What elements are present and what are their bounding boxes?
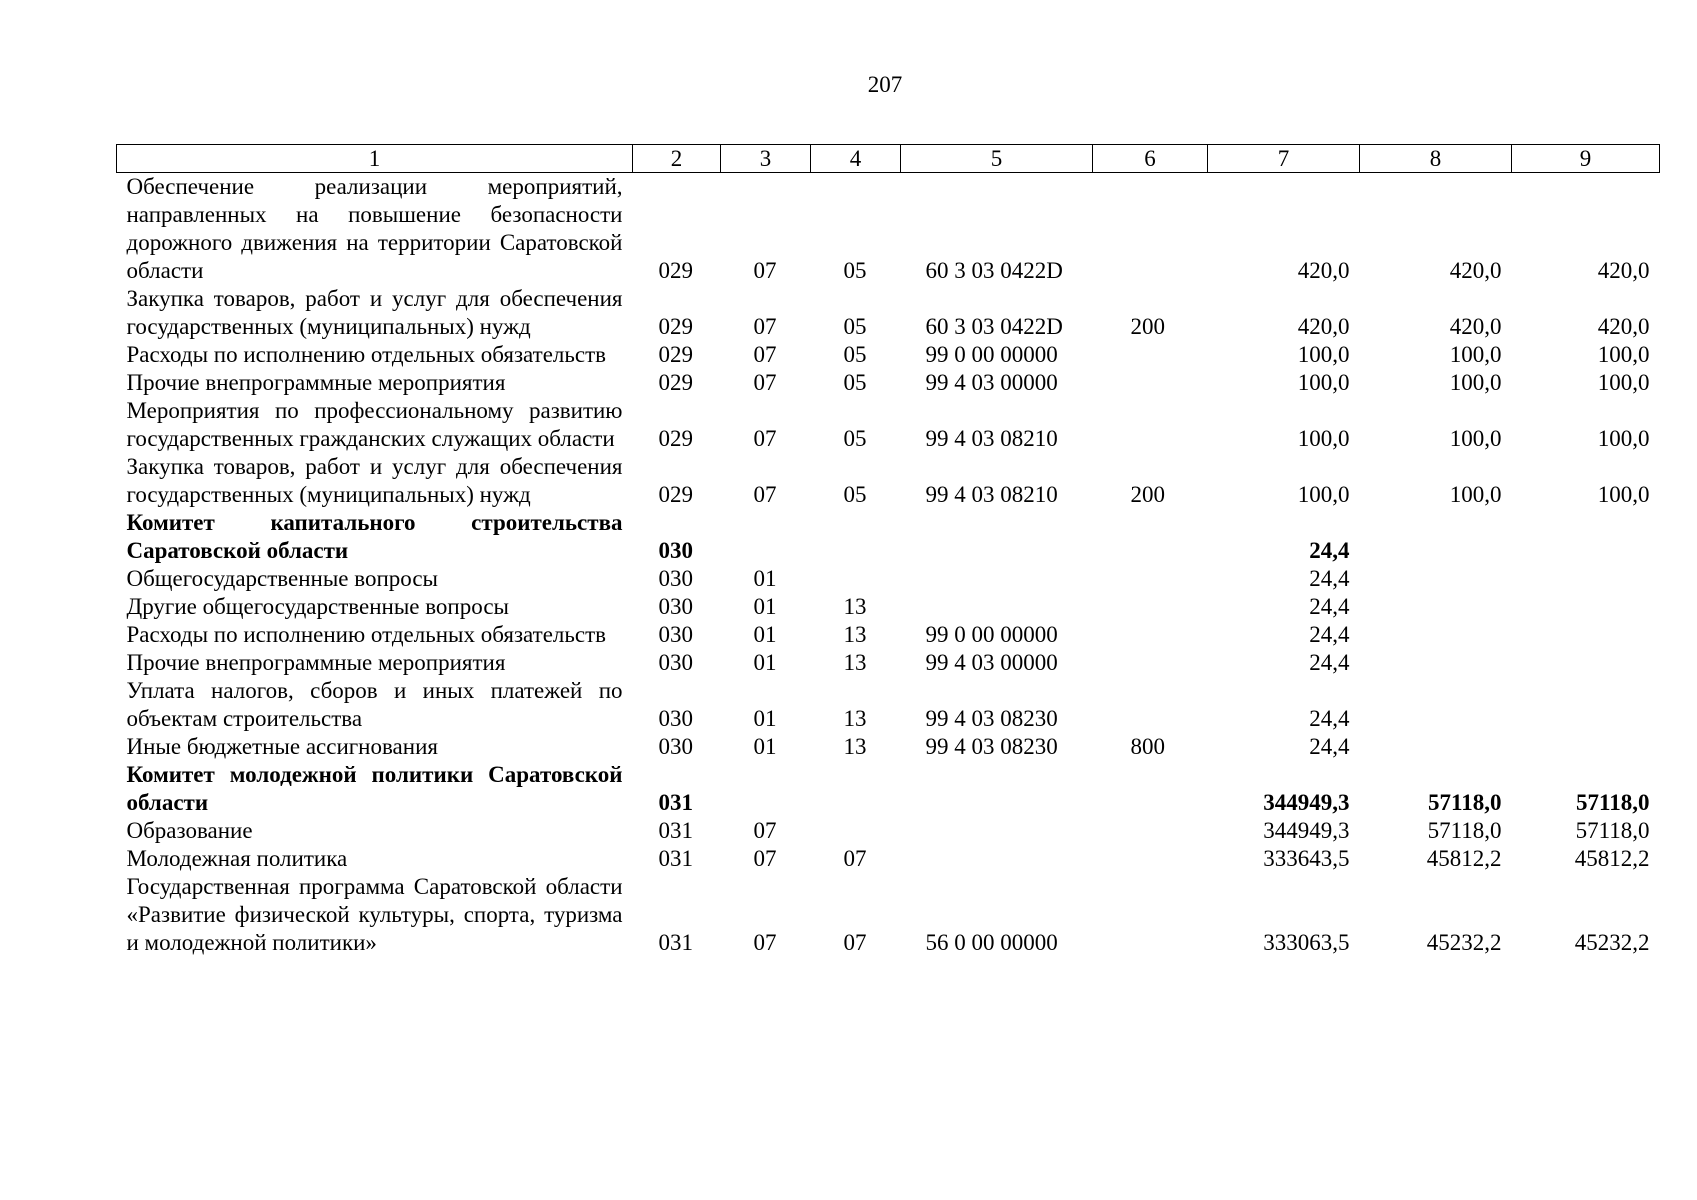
row-value-2-cell: 57118,0	[1427, 818, 1502, 843]
row-expense-type-cell	[1093, 565, 1208, 593]
row-value-3-cell	[1512, 593, 1660, 621]
row-subsection-cell	[811, 761, 901, 817]
row-expense-type-cell	[1093, 369, 1208, 397]
row-admin-code-cell: 029	[658, 314, 693, 339]
budget-table	[116, 144, 1660, 957]
row-target-article-cell: 99 4 03 00000	[925, 650, 1058, 675]
row-subsection-cell	[811, 509, 901, 565]
row-name-cell: Молодежная политика	[126, 846, 348, 871]
row-expense-type-cell	[1093, 397, 1208, 453]
row-subsection-cell: 05	[843, 314, 867, 339]
row-target-article-cell: 99 4 03 08210	[925, 426, 1058, 451]
row-value-1-cell: 420,0	[1297, 258, 1350, 283]
table-row	[117, 369, 1660, 397]
row-expense-type-cell	[1093, 173, 1208, 286]
row-expense-type-cell	[1093, 845, 1208, 873]
row-value-1-cell: 24,4	[1309, 734, 1350, 759]
row-value-1-cell: 333643,5	[1263, 846, 1350, 871]
row-value-1-cell: 344949,3	[1263, 818, 1350, 843]
row-name-cell: Общегосударственные вопросы	[126, 566, 438, 591]
row-expense-type-cell	[1093, 817, 1208, 845]
row-target-article-cell	[901, 761, 1093, 817]
row-value-3-cell: 420,0	[1597, 258, 1650, 283]
row-section-cell: 07	[753, 342, 777, 367]
row-name-cell: Иные бюджетные ассигнования	[126, 734, 438, 759]
table-row	[117, 173, 1660, 286]
row-admin-code-cell: 029	[658, 482, 693, 507]
row-value-2-cell	[1360, 649, 1512, 677]
row-value-3-cell: 45232,2	[1574, 930, 1650, 955]
row-subsection-cell	[811, 565, 901, 593]
table-row	[117, 817, 1660, 845]
row-value-3-cell	[1512, 509, 1660, 565]
table-row	[117, 285, 1660, 341]
row-subsection-cell: 05	[843, 258, 867, 283]
row-value-3-cell: 57118,0	[1575, 818, 1650, 843]
column-number-header-row	[117, 145, 1660, 173]
row-value-2-cell	[1360, 593, 1512, 621]
row-section-cell: 01	[753, 734, 777, 759]
row-value-2-cell	[1360, 677, 1512, 733]
row-value-1-cell: 24,4	[1309, 538, 1350, 563]
row-section-cell: 01	[753, 566, 777, 591]
row-value-1-cell: 24,4	[1309, 650, 1350, 675]
row-section-cell: 07	[753, 258, 777, 283]
row-name-cell: Закупка товаров, работ и услуг для обеспечения государственных (муниципальных) нужд	[126, 286, 623, 339]
row-admin-code-cell: 030	[658, 650, 693, 675]
row-value-1-cell: 344949,3	[1263, 790, 1350, 815]
row-target-article-cell: 99 4 03 08210	[925, 482, 1058, 507]
table-row	[117, 593, 1660, 621]
row-value-2-cell: 420,0	[1449, 258, 1502, 283]
row-value-2-cell	[1360, 565, 1512, 593]
row-name-cell: Закупка товаров, работ и услуг для обеспечения государственных (муниципальных) нужд	[126, 454, 623, 507]
row-value-2-cell: 100,0	[1449, 426, 1502, 451]
row-value-3-cell	[1512, 733, 1660, 761]
row-name-cell: Государственная программа Саратовской области «Развитие физической культуры, спорта, туризма и молодежной политики»	[126, 874, 623, 955]
row-expense-type-cell	[1093, 593, 1208, 621]
row-value-1-cell: 24,4	[1309, 622, 1350, 647]
row-subsection-cell: 13	[843, 622, 867, 647]
row-name-cell: Образование	[126, 818, 253, 843]
row-section-cell: 07	[753, 426, 777, 451]
table-row	[117, 565, 1660, 593]
row-value-2-cell	[1360, 733, 1512, 761]
column-header-3: 3	[721, 145, 811, 173]
table-row	[117, 677, 1660, 733]
column-header-8: 8	[1360, 145, 1512, 173]
row-admin-code-cell: 029	[658, 370, 693, 395]
row-admin-code-cell: 031	[658, 930, 693, 955]
row-subsection-cell: 13	[843, 734, 867, 759]
row-value-3-cell	[1512, 565, 1660, 593]
row-value-2-cell: 57118,0	[1428, 790, 1502, 815]
row-section-cell: 01	[753, 594, 777, 619]
column-header-4: 4	[811, 145, 901, 173]
table-row	[117, 649, 1660, 677]
row-value-3-cell	[1512, 649, 1660, 677]
row-target-article-cell: 99 0 00 00000	[925, 342, 1058, 367]
row-name-cell: Комитет капитального строительства Саратовской области	[126, 510, 623, 563]
row-target-article-cell	[901, 509, 1093, 565]
row-value-1-cell: 420,0	[1297, 314, 1350, 339]
table-row	[117, 621, 1660, 649]
row-name-cell: Мероприятия по профессиональному развитию государственных гражданских служащих области	[126, 398, 623, 451]
row-admin-code-cell: 030	[658, 538, 693, 563]
row-value-1-cell: 100,0	[1297, 370, 1350, 395]
table-row	[117, 761, 1660, 817]
table-row	[117, 873, 1660, 957]
row-value-2-cell	[1360, 621, 1512, 649]
row-value-2-cell: 100,0	[1449, 482, 1502, 507]
row-section-cell: 07	[753, 482, 777, 507]
row-expense-type-cell: 200	[1130, 482, 1165, 507]
row-name-cell: Прочие внепрограммные мероприятия	[126, 650, 506, 675]
row-section-cell	[721, 761, 811, 817]
row-value-2-cell: 420,0	[1449, 314, 1502, 339]
row-value-3-cell: 57118,0	[1576, 790, 1650, 815]
row-admin-code-cell: 031	[658, 846, 693, 871]
row-value-2-cell: 45812,2	[1426, 846, 1502, 871]
row-subsection-cell: 05	[843, 426, 867, 451]
row-section-cell: 01	[753, 622, 777, 647]
row-subsection-cell: 13	[843, 594, 867, 619]
column-header-9: 9	[1512, 145, 1660, 173]
row-target-article-cell: 99 4 03 08230	[925, 734, 1058, 759]
row-expense-type-cell	[1093, 509, 1208, 565]
column-header-2: 2	[633, 145, 721, 173]
column-header-5: 5	[901, 145, 1093, 173]
row-section-cell: 07	[753, 846, 777, 871]
row-admin-code-cell: 030	[658, 566, 693, 591]
row-value-3-cell: 420,0	[1597, 314, 1650, 339]
row-target-article-cell	[901, 593, 1093, 621]
row-name-cell: Другие общегосударственные вопросы	[126, 594, 509, 619]
column-header-6: 6	[1093, 145, 1208, 173]
row-target-article-cell: 99 4 03 00000	[925, 370, 1058, 395]
row-admin-code-cell: 031	[658, 818, 693, 843]
table-row	[117, 733, 1660, 761]
row-target-article-cell: 99 0 00 00000	[925, 622, 1058, 647]
row-value-2-cell: 100,0	[1449, 370, 1502, 395]
row-value-1-cell: 333063,5	[1263, 930, 1350, 955]
row-subsection-cell: 05	[843, 342, 867, 367]
row-admin-code-cell: 030	[658, 594, 693, 619]
row-admin-code-cell: 029	[658, 426, 693, 451]
row-value-1-cell: 100,0	[1297, 482, 1350, 507]
row-name-cell: Расходы по исполнению отдельных обязательств	[126, 342, 606, 367]
row-expense-type-cell	[1093, 677, 1208, 733]
row-admin-code-cell: 030	[658, 622, 693, 647]
row-value-2-cell: 100,0	[1449, 342, 1502, 367]
row-admin-code-cell: 029	[658, 258, 693, 283]
row-expense-type-cell: 800	[1130, 734, 1165, 759]
row-target-article-cell: 60 3 03 0422D	[925, 258, 1063, 283]
row-value-3-cell: 100,0	[1597, 342, 1650, 367]
row-target-article-cell: 60 3 03 0422D	[925, 314, 1063, 339]
row-name-cell: Расходы по исполнению отдельных обязательств	[126, 622, 606, 647]
row-name-cell: Уплата налогов, сборов и иных платежей по объектам строительства	[126, 678, 623, 731]
row-expense-type-cell	[1093, 761, 1208, 817]
row-admin-code-cell: 030	[658, 706, 693, 731]
row-admin-code-cell: 030	[658, 734, 693, 759]
row-target-article-cell	[901, 845, 1093, 873]
row-expense-type-cell	[1093, 621, 1208, 649]
row-section-cell: 07	[753, 818, 777, 843]
row-target-article-cell	[901, 817, 1093, 845]
column-header-7: 7	[1208, 145, 1360, 173]
row-expense-type-cell	[1093, 341, 1208, 369]
row-target-article-cell	[901, 565, 1093, 593]
row-section-cell	[721, 509, 811, 565]
row-value-3-cell: 100,0	[1597, 426, 1650, 451]
row-target-article-cell: 99 4 03 08230	[925, 706, 1058, 731]
table-row	[117, 341, 1660, 369]
row-section-cell: 07	[753, 314, 777, 339]
row-value-3-cell	[1512, 677, 1660, 733]
row-section-cell: 01	[753, 706, 777, 731]
table-row	[117, 453, 1660, 509]
row-value-1-cell: 24,4	[1309, 706, 1350, 731]
row-subsection-cell: 07	[843, 846, 867, 871]
row-value-1-cell: 24,4	[1309, 566, 1350, 591]
row-subsection-cell	[811, 817, 901, 845]
row-value-3-cell: 100,0	[1597, 370, 1650, 395]
row-value-3-cell: 100,0	[1597, 482, 1650, 507]
row-expense-type-cell	[1093, 649, 1208, 677]
row-target-article-cell: 56 0 00 00000	[925, 930, 1058, 955]
row-admin-code-cell: 029	[658, 342, 693, 367]
row-value-1-cell: 100,0	[1297, 342, 1350, 367]
row-value-3-cell: 45812,2	[1574, 846, 1650, 871]
row-value-2-cell: 45232,2	[1426, 930, 1502, 955]
row-expense-type-cell: 200	[1130, 314, 1165, 339]
table-body	[117, 173, 1660, 958]
row-subsection-cell: 05	[843, 482, 867, 507]
table-row	[117, 397, 1660, 453]
row-value-1-cell: 100,0	[1297, 426, 1350, 451]
row-section-cell: 07	[753, 370, 777, 395]
row-expense-type-cell	[1093, 873, 1208, 957]
row-section-cell: 07	[753, 930, 777, 955]
row-name-cell: Комитет молодежной политики Саратовской области	[126, 762, 623, 815]
row-value-2-cell	[1360, 509, 1512, 565]
page-number: 207	[867, 72, 903, 97]
row-value-1-cell: 24,4	[1309, 594, 1350, 619]
row-value-3-cell	[1512, 621, 1660, 649]
column-header-1: 1	[117, 145, 633, 173]
row-name-cell: Обеспечение реализации мероприятий, направленных на повышение безопасности дорожного движения на территории Саратовской области	[126, 174, 623, 283]
row-subsection-cell: 05	[843, 370, 867, 395]
row-admin-code-cell: 031	[658, 790, 693, 815]
table-row	[117, 845, 1660, 873]
row-section-cell: 01	[753, 650, 777, 675]
row-subsection-cell: 13	[843, 650, 867, 675]
row-name-cell: Прочие внепрограммные мероприятия	[126, 370, 506, 395]
row-subsection-cell: 13	[843, 706, 867, 731]
row-subsection-cell: 07	[843, 930, 867, 955]
table-row	[117, 509, 1660, 565]
